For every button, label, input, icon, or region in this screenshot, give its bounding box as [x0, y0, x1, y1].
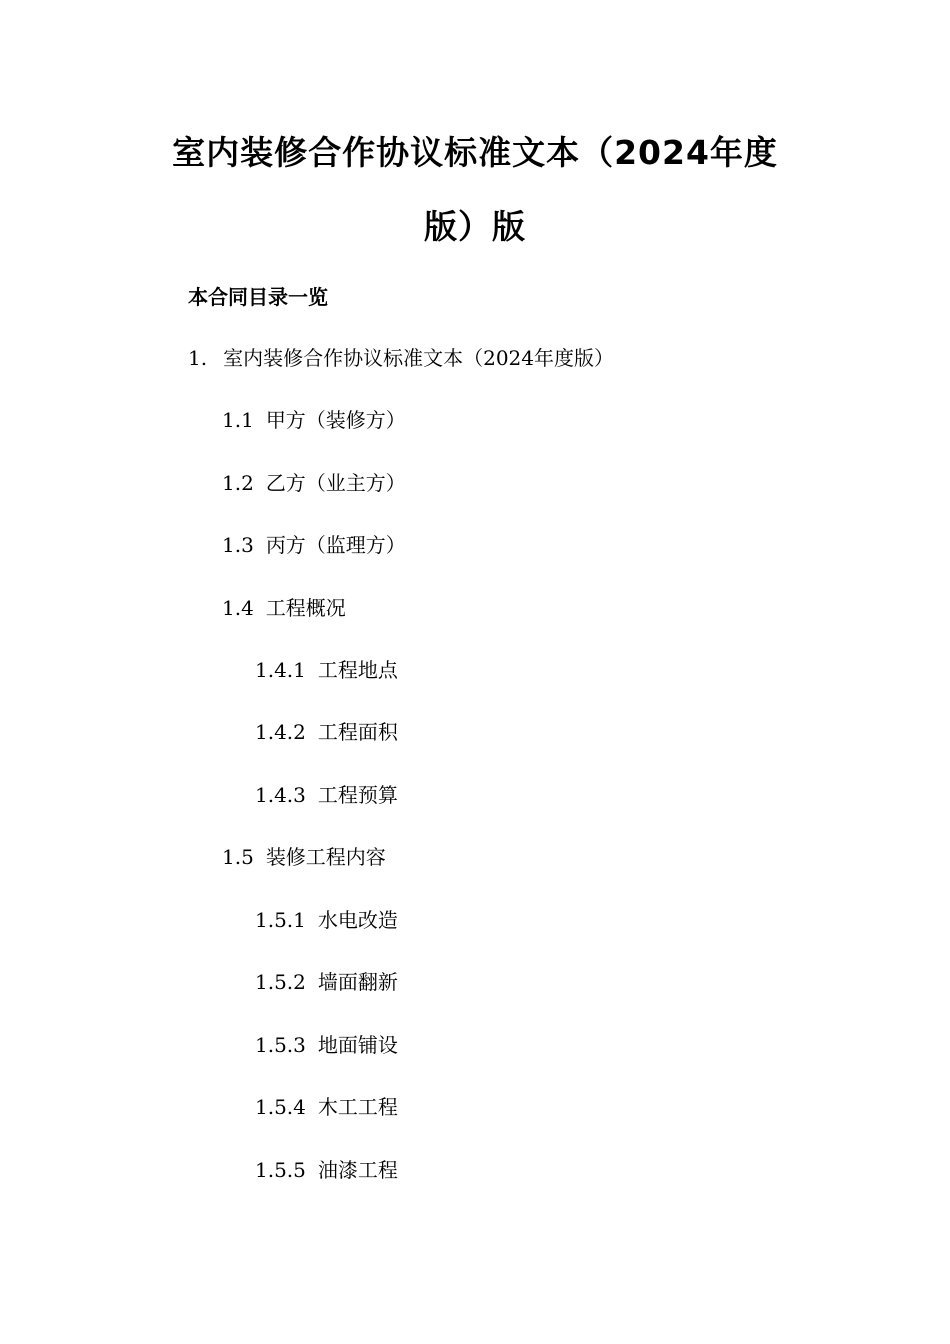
- toc-item-number: 1.5.4: [255, 1095, 306, 1119]
- toc-item-number: 1.4.1: [255, 658, 306, 682]
- toc-item: [222, 531, 406, 559]
- toc-item: [255, 781, 398, 809]
- toc-item: [255, 718, 398, 746]
- toc-item-text: 油漆工程: [317, 1158, 398, 1182]
- toc-item: [222, 469, 406, 497]
- toc-item-number: 1.5.3: [255, 1033, 306, 1057]
- toc-item-text: 丙方（监理方）: [265, 533, 406, 557]
- toc-heading: 本合同目录一览: [188, 285, 328, 309]
- toc-item-text: 工程概况: [265, 596, 346, 620]
- toc-item-number: 1.5.5: [255, 1158, 306, 1182]
- toc-item: [255, 656, 398, 684]
- toc-item-text: 地面铺设: [317, 1033, 398, 1057]
- toc-item-text: 乙方（业主方）: [265, 471, 406, 495]
- toc-item: [188, 344, 614, 372]
- toc-item-text: 木工工程: [317, 1095, 398, 1119]
- toc-item-text: 工程面积: [317, 720, 398, 744]
- toc-item-number: 1.5: [222, 845, 254, 869]
- toc-item: [255, 1156, 398, 1184]
- toc-item-number: 1.4: [222, 596, 254, 620]
- toc-item: [255, 1093, 398, 1121]
- toc-item-number: 1.: [188, 346, 208, 370]
- toc-item-number: 1.3: [222, 533, 254, 557]
- document-title-line-2: 版）版: [424, 207, 526, 246]
- toc-item-text: 装修工程内容: [265, 845, 386, 869]
- toc-item-text: 甲方（装修方）: [265, 408, 406, 432]
- toc-item-text: 水电改造: [317, 908, 398, 932]
- toc-item-number: 1.1: [222, 408, 254, 432]
- toc-item-text: 工程预算: [317, 783, 398, 807]
- toc-item-text: 室内装修合作协议标准文本（2024年度版）: [223, 346, 614, 370]
- toc-item-number: 1.5.1: [255, 908, 306, 932]
- toc-item: [255, 968, 398, 996]
- toc-item: [255, 906, 398, 934]
- toc-item: [222, 406, 406, 434]
- toc-item-number: 1.5.2: [255, 970, 306, 994]
- toc-item: [255, 1031, 398, 1059]
- toc-item-number: 1.4.2: [255, 720, 306, 744]
- toc-item-text: 墙面翻新: [317, 970, 398, 994]
- toc-item-number: 1.2: [222, 471, 254, 495]
- document-title-line-1: 室内装修合作协议标准文本（2024年度: [172, 133, 778, 172]
- toc-item-number: 1.4.3: [255, 783, 306, 807]
- toc-item: [222, 843, 386, 871]
- toc-item-text: 工程地点: [317, 658, 398, 682]
- toc-item: [222, 594, 346, 622]
